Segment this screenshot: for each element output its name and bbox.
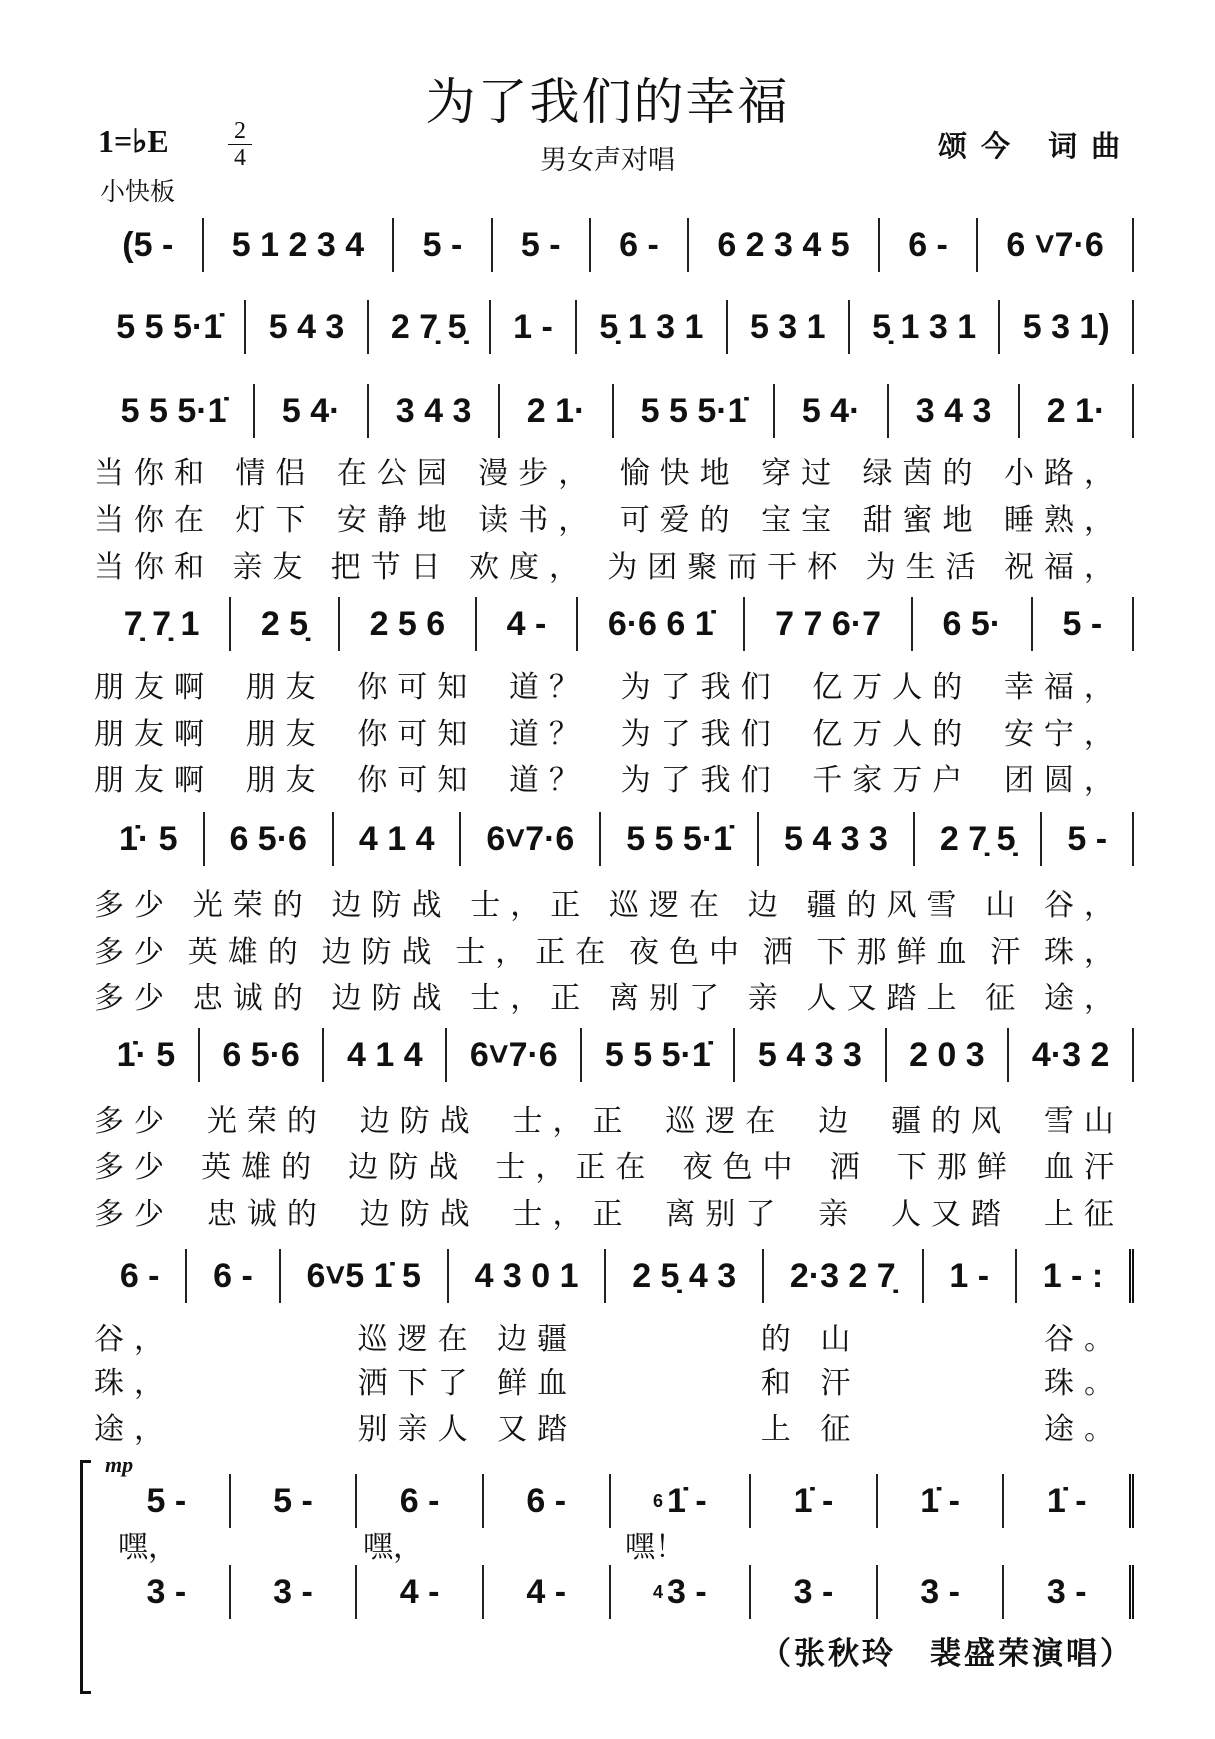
measure xyxy=(484,1565,611,1619)
lyric-segment: 读书， xyxy=(478,503,599,538)
lyric-segment: 为了我们 xyxy=(620,717,781,752)
measure: 5 4 3 3 xyxy=(735,1028,886,1082)
measure: 4 1 4 xyxy=(334,812,462,866)
note-group: 4 - xyxy=(399,1572,440,1611)
meter-change: 4 xyxy=(652,1582,663,1602)
coda-upper-staff xyxy=(104,1474,1134,1528)
measure: 5 4· xyxy=(255,384,369,438)
tempo-marking: 小快板 xyxy=(100,177,176,206)
measure: 2 5̣ 4 3 xyxy=(606,1249,764,1303)
measure: 5 5 5·1̇ xyxy=(94,300,246,354)
lyric-segment: 谷。 xyxy=(1043,1322,1124,1357)
measure: 5 3 1 xyxy=(728,300,850,354)
lyric-segment: 亲 xyxy=(818,1197,859,1232)
measure: 5 4· xyxy=(775,384,889,438)
lyric-segment: 忠诚的 xyxy=(206,1197,327,1232)
performer-credit: （张秋玲 裴盛荣演唱） xyxy=(760,1636,1134,1672)
note-group: 6 - xyxy=(526,1481,567,1520)
lyric-segment: 边防战 xyxy=(359,1197,480,1232)
measure: 5 5 5·1̇ xyxy=(601,812,759,866)
note-group: 5 - xyxy=(273,1481,313,1520)
lyric-segment: 你可知 xyxy=(357,670,478,705)
measure xyxy=(484,1474,611,1528)
lyric-segment: 多少 xyxy=(94,1150,174,1185)
lyric-segment: 把节日 xyxy=(330,550,451,585)
lyric-segment: 的 山 xyxy=(760,1322,861,1357)
lyric-segment: 愉快地 xyxy=(619,456,740,491)
lyric-segment: 欢度， xyxy=(468,550,589,585)
measure: 6 2 3 4 5 xyxy=(689,218,880,272)
measure xyxy=(357,1474,484,1528)
lyric-segment: 光荣的 xyxy=(192,888,313,923)
measure xyxy=(104,1565,231,1619)
lyric-line xyxy=(94,1404,1124,1448)
lyric-segment: 英雄的 xyxy=(187,935,308,970)
lyric-segment: 漫步， xyxy=(478,456,599,491)
measure: 6 - xyxy=(94,1249,187,1303)
lyric-segment: 为团聚而干杯 xyxy=(607,550,848,585)
lyric-line xyxy=(94,448,1124,492)
measure: 4 3 0 1 xyxy=(449,1249,607,1303)
measure xyxy=(1004,1474,1134,1528)
note-group: 5 - xyxy=(146,1481,187,1520)
measure xyxy=(231,1565,358,1619)
measure xyxy=(1004,1565,1134,1619)
lyric-segment: 珠。 xyxy=(1043,1366,1124,1401)
lyric-line xyxy=(94,755,1124,799)
lyric-segment: 边防战 xyxy=(331,888,452,923)
measure: 5̣ 1 3 1 xyxy=(577,300,728,354)
lyric-segment: 下那鲜血 xyxy=(816,935,977,970)
note-group: 3 - xyxy=(920,1572,960,1611)
measure: 5 5 5·1̇ xyxy=(94,384,255,438)
lyric-segment: 珠， xyxy=(94,1366,174,1401)
score-system xyxy=(94,384,1134,438)
lyric-segment: 血汗 xyxy=(1043,1150,1124,1185)
note-group: 3 - xyxy=(273,1572,313,1611)
measure: 5 5 5·1̇ xyxy=(582,1028,735,1082)
lyric-line xyxy=(94,709,1124,753)
lyric-segment: 士，正 xyxy=(512,1104,633,1139)
measure xyxy=(611,1474,752,1528)
lyric-segment: 士，正 xyxy=(470,888,591,923)
lyric-segment: 别亲人 又踏 xyxy=(357,1412,578,1447)
lyric-segment: 上 征 xyxy=(760,1412,861,1447)
song-title: 为了我们的幸福 xyxy=(425,73,790,131)
lyric-segment: 边防战 xyxy=(321,935,442,970)
measure: 6 - xyxy=(591,218,689,272)
lyric-segment: 道？ xyxy=(508,717,589,752)
lyric-segment: 多少 xyxy=(94,1197,174,1232)
measure: 6·6 6 1̇ xyxy=(578,597,745,651)
lyric-segment: 征 xyxy=(985,981,1026,1016)
lyric-segment: 巡逻在 边疆 xyxy=(357,1322,578,1357)
lyric-segment: 亲 xyxy=(747,981,788,1016)
measure xyxy=(104,1474,231,1528)
lyric-segment: 睡熟， xyxy=(1003,503,1124,538)
lyric-segment: 安宁， xyxy=(1003,717,1124,752)
measure: 1̇· 5 xyxy=(94,1028,200,1082)
note-group: 4 - xyxy=(526,1572,567,1611)
lyric-segment: 边 xyxy=(818,1104,859,1139)
lyric-segment: 途， xyxy=(1044,981,1124,1016)
measure xyxy=(751,1474,878,1528)
lyric-segment: 谷， xyxy=(94,1322,174,1357)
note-group: 1̇ - xyxy=(666,1481,707,1520)
lyric-segment: 离别了 xyxy=(665,1197,786,1232)
time-bottom: 4 xyxy=(234,145,246,171)
measure: 3 4 3 xyxy=(889,384,1020,438)
dynamic-marking: mp xyxy=(105,1452,134,1477)
lyric-segment: 亿万人的 xyxy=(812,670,973,705)
measure xyxy=(357,1565,484,1619)
lyric-segment: 巡逻在 xyxy=(609,888,729,923)
lyric-segment: 情侣 xyxy=(235,456,316,491)
score-system xyxy=(94,597,1134,651)
lyric-segment: 人又踏 xyxy=(891,1197,1012,1232)
measure: 4 - xyxy=(477,597,578,651)
measure: 5 - xyxy=(394,218,492,272)
note-group: 1̇ - xyxy=(1046,1481,1087,1520)
lyric-segment: 你可知 xyxy=(357,763,478,798)
lyric-segment: 多少 xyxy=(94,1104,174,1139)
measure: 5 4 3 xyxy=(246,300,368,354)
measure: 6 - xyxy=(187,1249,280,1303)
measure: 5 1 2 3 4 xyxy=(204,218,395,272)
lyric-segment: 绿茵的 xyxy=(862,456,983,491)
score-system xyxy=(94,1028,1134,1082)
lyric-segment: 穿过 xyxy=(761,456,842,491)
lyric-segment: 人又踏上 xyxy=(806,981,967,1016)
staff-bracket xyxy=(80,1460,91,1694)
lyric-segment: 和 汗 xyxy=(760,1366,861,1401)
measure: 2 1· xyxy=(500,384,614,438)
lyric-segment: 夜色中 xyxy=(682,1150,803,1185)
lyric-segment: 多少 xyxy=(94,981,174,1016)
measure xyxy=(751,1565,878,1619)
measure: 1 - xyxy=(924,1249,1017,1303)
lyric-segment: 亲友 xyxy=(232,550,313,585)
measure xyxy=(878,1474,1005,1528)
measure: 3 4 3 xyxy=(369,384,500,438)
note-group: 1̇ - xyxy=(920,1481,960,1520)
shout-lyric: 嘿， xyxy=(363,1530,423,1565)
note-group: 3 - xyxy=(146,1572,187,1611)
shout-lyric: 嘿！ xyxy=(625,1530,685,1565)
measure: 5 - xyxy=(493,218,591,272)
lyric-segment: 下那鲜 xyxy=(896,1150,1017,1185)
lyric-segment: 多少 xyxy=(94,888,174,923)
lyric-segment: 当你和 xyxy=(94,550,214,585)
measure: 5 - xyxy=(1042,812,1134,866)
lyric-segment: 途。 xyxy=(1043,1412,1124,1447)
score-system xyxy=(94,218,1134,272)
measure: 2 0 3 xyxy=(887,1028,1010,1082)
lyric-segment: 上征 xyxy=(1043,1197,1124,1232)
measure: (5 - xyxy=(94,218,204,272)
lyric-segment: 边防战 xyxy=(348,1150,469,1185)
coda-lower-staff xyxy=(104,1565,1134,1619)
lyric-segment: 光荣的 xyxy=(206,1104,327,1139)
lyric-segment: 安静地 xyxy=(336,503,457,538)
note-group: 3 - xyxy=(1046,1572,1087,1611)
lyric-segment: 洒下了 鲜血 xyxy=(357,1366,578,1401)
note-group: 3 - xyxy=(666,1572,707,1611)
meter-change: 6 xyxy=(652,1491,663,1511)
lyric-segment: 士，正 xyxy=(512,1197,633,1232)
measure xyxy=(878,1565,1005,1619)
lyric-segment: 小路， xyxy=(1003,456,1124,491)
lyric-segment: 洒 xyxy=(829,1150,870,1185)
lyric-segment: 离别了 xyxy=(609,981,729,1016)
lyric-segment: 朋友啊 xyxy=(94,763,214,798)
measure: 2 5̣ xyxy=(231,597,340,651)
subtitle: 男女声对唱 xyxy=(540,145,675,176)
shout-lyric: 嘿， xyxy=(118,1530,178,1565)
lyric-segment: 疆的风 xyxy=(891,1104,1012,1139)
lyric-segment: 为生活 xyxy=(865,550,986,585)
lyric-segment: 朋友 xyxy=(245,717,326,752)
lyric-segment: 千家万户 xyxy=(812,763,973,798)
lyric-line xyxy=(94,1189,1124,1233)
lyric-segment: 夜色中 xyxy=(629,935,749,970)
lyric-segment: 边防战 xyxy=(359,1104,480,1139)
lyric-segment: 边防战 xyxy=(331,981,452,1016)
lyric-segment: 甜蜜地 xyxy=(862,503,983,538)
lyric-line xyxy=(94,927,1124,971)
time-top: 2 xyxy=(234,118,246,144)
lyric-segment: 幸福， xyxy=(1003,670,1124,705)
lyric-segment: 你可知 xyxy=(357,717,478,752)
lyric-segment: 当你和 xyxy=(94,456,214,491)
lyric-segment: 边 xyxy=(747,888,788,923)
measure: 6 5·6 xyxy=(200,1028,325,1082)
measure: 6 ˅7·6 xyxy=(978,218,1134,272)
measure: 1 - : xyxy=(1017,1249,1134,1303)
author: 颂今 词曲 xyxy=(938,129,1135,163)
lyric-line xyxy=(94,880,1124,924)
lyric-line xyxy=(94,662,1124,706)
lyric-segment: 宝宝 xyxy=(761,503,842,538)
lyric-segment: 朋友啊 xyxy=(94,670,214,705)
measure: 5 4 3 3 xyxy=(759,812,915,866)
measure: 6˅5 1̇ 5 xyxy=(281,1249,449,1303)
measure: 5 - xyxy=(1033,597,1134,651)
measure: 1̇· 5 xyxy=(94,812,205,866)
measure: 6˅7·6 xyxy=(447,1028,582,1082)
measure: 7̣ 7̣ 1 xyxy=(94,597,231,651)
measure: 5 5 5·1̇ xyxy=(614,384,775,438)
measure: 7 7 6·7 xyxy=(745,597,912,651)
measure: 2 7̣ 5̣ xyxy=(369,300,491,354)
lyric-segment: 珠， xyxy=(1044,935,1124,970)
lyric-segment: 洒 xyxy=(762,935,803,970)
lyric-segment: 亿万人的 xyxy=(812,717,973,752)
lyric-segment: 士，正在 xyxy=(455,935,616,970)
lyric-segment: 团圆， xyxy=(1003,763,1124,798)
lyric-segment: 为了我们 xyxy=(620,670,781,705)
lyric-segment: 道？ xyxy=(508,763,589,798)
lyric-segment: 疆的风雪 xyxy=(806,888,967,923)
measure: 4·3 2 xyxy=(1009,1028,1134,1082)
lyric-segment: 士，正 xyxy=(470,981,591,1016)
measure: 6 5· xyxy=(913,597,1033,651)
lyric-segment: 灯下 xyxy=(235,503,316,538)
lyric-segment: 英雄的 xyxy=(201,1150,322,1185)
measure: 1 - xyxy=(491,300,577,354)
lyric-segment: 汗 xyxy=(990,935,1031,970)
measure: 4 1 4 xyxy=(324,1028,447,1082)
lyric-segment: 巡逻在 xyxy=(665,1104,786,1139)
lyric-line xyxy=(94,1358,1124,1402)
lyric-line xyxy=(94,1314,1124,1358)
lyric-line xyxy=(94,1096,1124,1140)
lyric-segment: 祝福， xyxy=(1003,550,1124,585)
score-system xyxy=(94,1249,1134,1303)
lyric-segment: 朋友啊 xyxy=(94,717,214,752)
lyric-segment: 在公园 xyxy=(336,456,457,491)
measure: 2·3 2 7̣ xyxy=(764,1249,924,1303)
lyric-segment: 忠诚的 xyxy=(192,981,313,1016)
lyric-segment: 士，正在 xyxy=(495,1150,656,1185)
measure: 6 5·6 xyxy=(205,812,334,866)
measure xyxy=(611,1565,752,1619)
lyric-line xyxy=(94,973,1124,1017)
lyric-segment: 谷， xyxy=(1044,888,1124,923)
note-group: 1̇ - xyxy=(793,1481,834,1520)
note-group: 3 - xyxy=(793,1572,834,1611)
measure: 6 - xyxy=(880,218,978,272)
lyric-segment: 多少 xyxy=(94,935,174,970)
lyric-segment: 山 xyxy=(985,888,1026,923)
lyric-segment: 雪山 xyxy=(1043,1104,1124,1139)
measure: 2 5 6 xyxy=(340,597,477,651)
score-system xyxy=(94,812,1134,866)
measure: 2 1· xyxy=(1020,384,1134,438)
lyric-segment: 当你在 xyxy=(94,503,214,538)
lyric-line xyxy=(94,495,1124,539)
measure: 2 7̣ 5̣ xyxy=(915,812,1043,866)
lyric-segment: 途， xyxy=(94,1412,174,1447)
measure: 5̣ 1 3 1 xyxy=(850,300,1001,354)
note-group: 6 - xyxy=(399,1481,440,1520)
lyric-line xyxy=(94,1142,1124,1186)
key-signature: 1=♭E xyxy=(98,123,169,159)
score-system xyxy=(94,300,1134,354)
lyric-segment: 朋友 xyxy=(245,670,326,705)
lyric-segment: 为了我们 xyxy=(620,763,781,798)
lyric-segment: 道？ xyxy=(508,670,589,705)
lyric-segment: 朋友 xyxy=(245,763,326,798)
lyric-line xyxy=(94,542,1124,586)
measure xyxy=(231,1474,358,1528)
lyric-segment: 可爱的 xyxy=(619,503,740,538)
measure: 5 3 1) xyxy=(1000,300,1134,354)
measure: 6˅7·6 xyxy=(461,812,601,866)
